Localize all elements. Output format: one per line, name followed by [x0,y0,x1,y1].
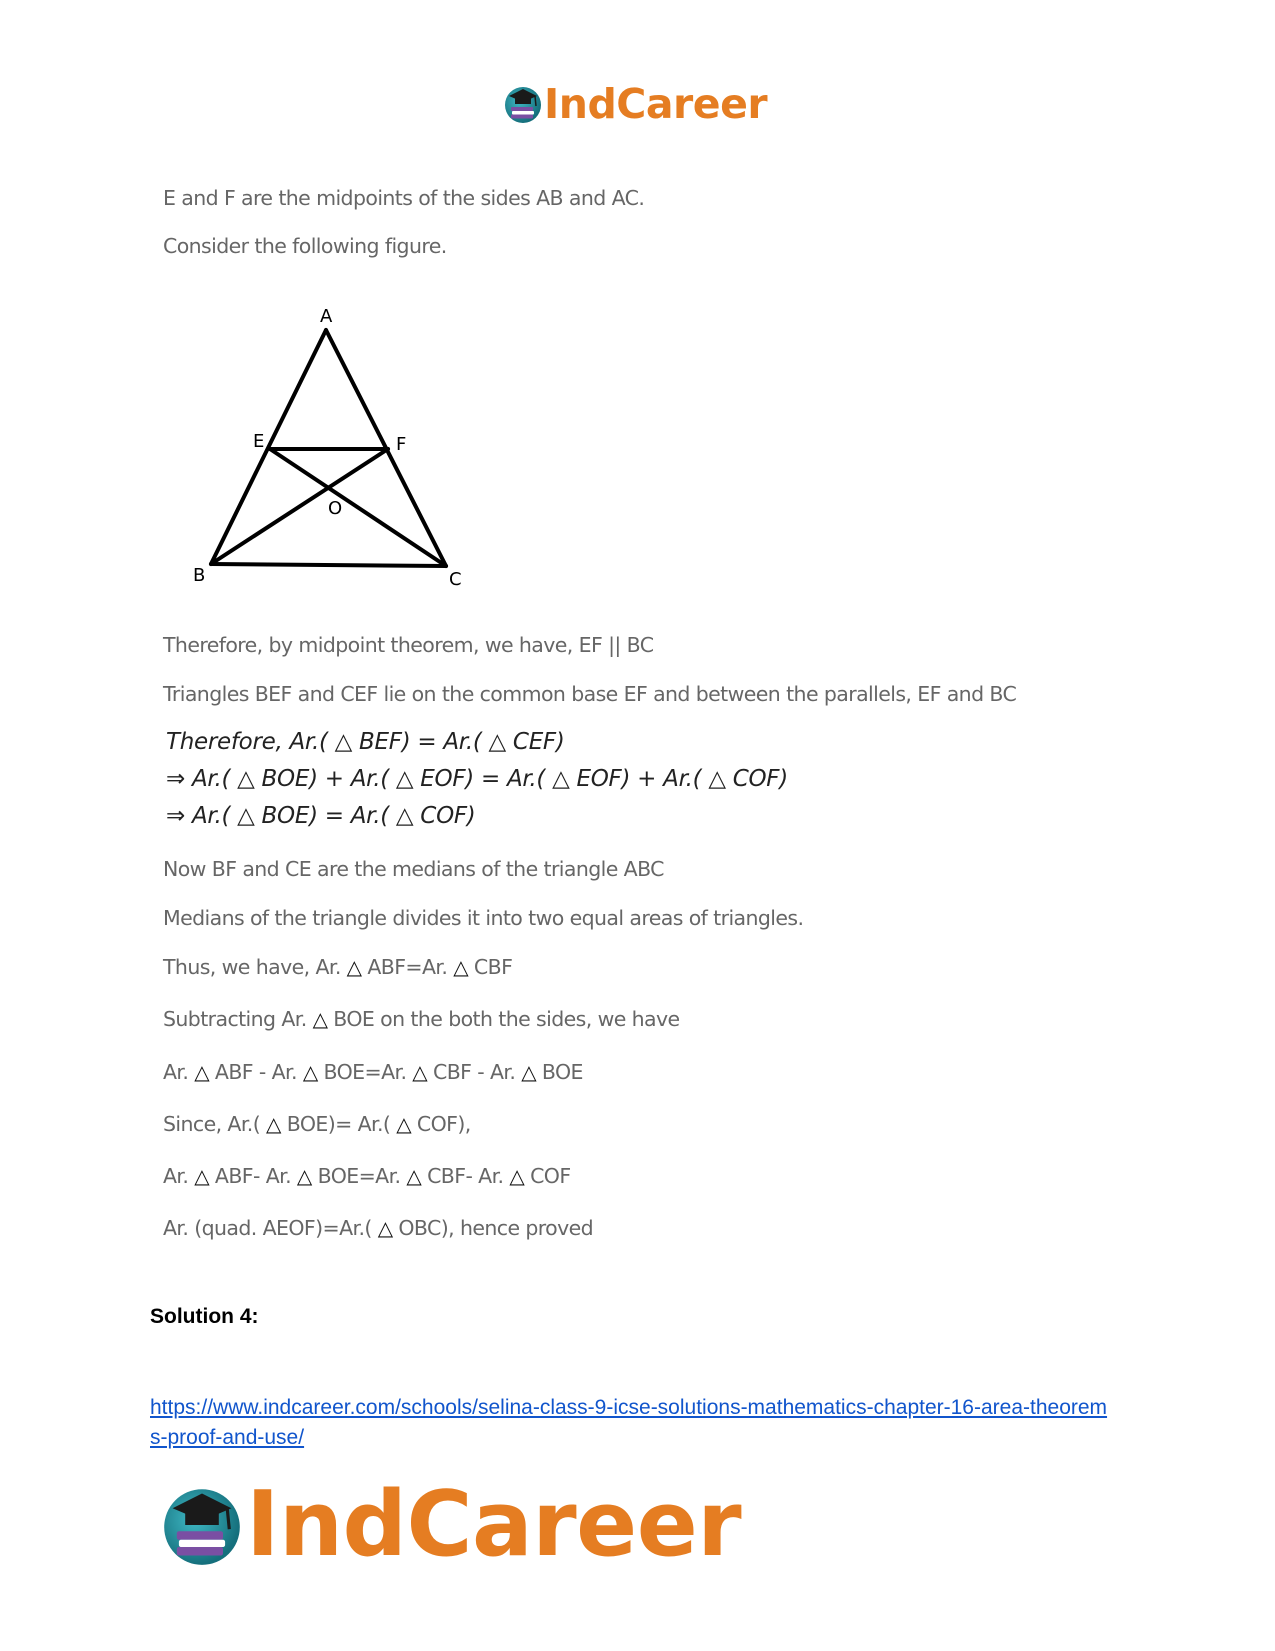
step-since: Since, Ar.( △ BOE)= Ar.( △ COF), [163,1112,471,1136]
triangle-symbol: △ [406,1164,422,1188]
step-substitute: Ar. △ ABF- Ar. △ BOE=Ar. △ CBF- Ar. △ COF [163,1164,571,1188]
triangle-figure [186,306,476,596]
math-line-1: Therefore, Ar.( △ BEF) = Ar.( △ CEF) [166,729,565,755]
step-subtracting: Subtracting Ar. △ BOE on the both the sides, we have [163,1007,680,1031]
paragraph-midpoint-theorem: Therefore, by midpoint theorem, we have, EF || BC [163,633,654,657]
step-conclusion: Ar. (quad. AEOF)=Ar.( △ OBC), hence proved [163,1216,594,1240]
math-line-2: ⇒ Ar.( △ BOE) + Ar.( △ EOF) = Ar.( △ EOF) + Ar.( △ COF) [166,766,788,792]
solution-heading: Solution 4: [150,1305,259,1328]
paragraph-common-base: Triangles BEF and CEF lie on the common base EF and between the parallels, EF and BC [163,682,1017,706]
logo-wordmark: IndCareer [246,1472,742,1577]
label-o: O [328,498,343,519]
triangle-symbol: △ [194,1060,209,1084]
triangle-symbol: △ [312,1007,328,1031]
triangle-symbol: △ [396,1112,411,1136]
triangle-symbol: △ [194,1164,209,1188]
source-link[interactable]: https://www.indcareer.com/schools/selina-class-9-icse-solutions-mathematics-chapter-16-area-theorems-proof-and-use/ [150,1396,1108,1449]
footer-logo [160,1473,741,1577]
paragraph-midpoints: E and F are the midpoints of the sides AB and AC. [163,186,645,210]
paragraph-medians-divide: Medians of the triangle divides it into two equal areas of triangles. [163,906,804,930]
label-a: A [320,306,333,327]
triangle-symbol: △ [377,1216,393,1240]
label-e: E [253,431,265,452]
triangle-symbol: △ [296,1164,312,1188]
label-c: C [449,569,462,590]
triangle-symbol: △ [509,1164,525,1188]
step-thus: Thus, we have, Ar. △ ABF=Ar. △ CBF [163,955,513,979]
label-b: B [193,565,206,586]
triangle-symbol: △ [412,1060,428,1084]
triangle-symbol: △ [453,955,468,979]
triangle-symbol: △ [266,1112,281,1136]
math-line-3: ⇒ Ar.( △ BOE) = Ar.( △ COF) [166,803,476,829]
step-difference: Ar. △ ABF - Ar. △ BOE=Ar. △ CBF - Ar. △ BOE [163,1060,583,1084]
graduation-cap-book-icon [160,1483,244,1567]
triangle-symbol: △ [346,955,362,979]
header-logo [503,78,767,130]
triangle-symbol: △ [302,1060,318,1084]
triangle-symbol: △ [521,1060,536,1084]
side-bc [211,564,446,566]
paragraph-consider-figure: Consider the following figure. [163,234,447,258]
graduation-cap-book-icon [503,84,543,124]
label-f: F [396,434,407,455]
logo-wordmark: IndCareer [544,80,768,128]
paragraph-medians: Now BF and CE are the medians of the triangle ABC [163,857,664,881]
